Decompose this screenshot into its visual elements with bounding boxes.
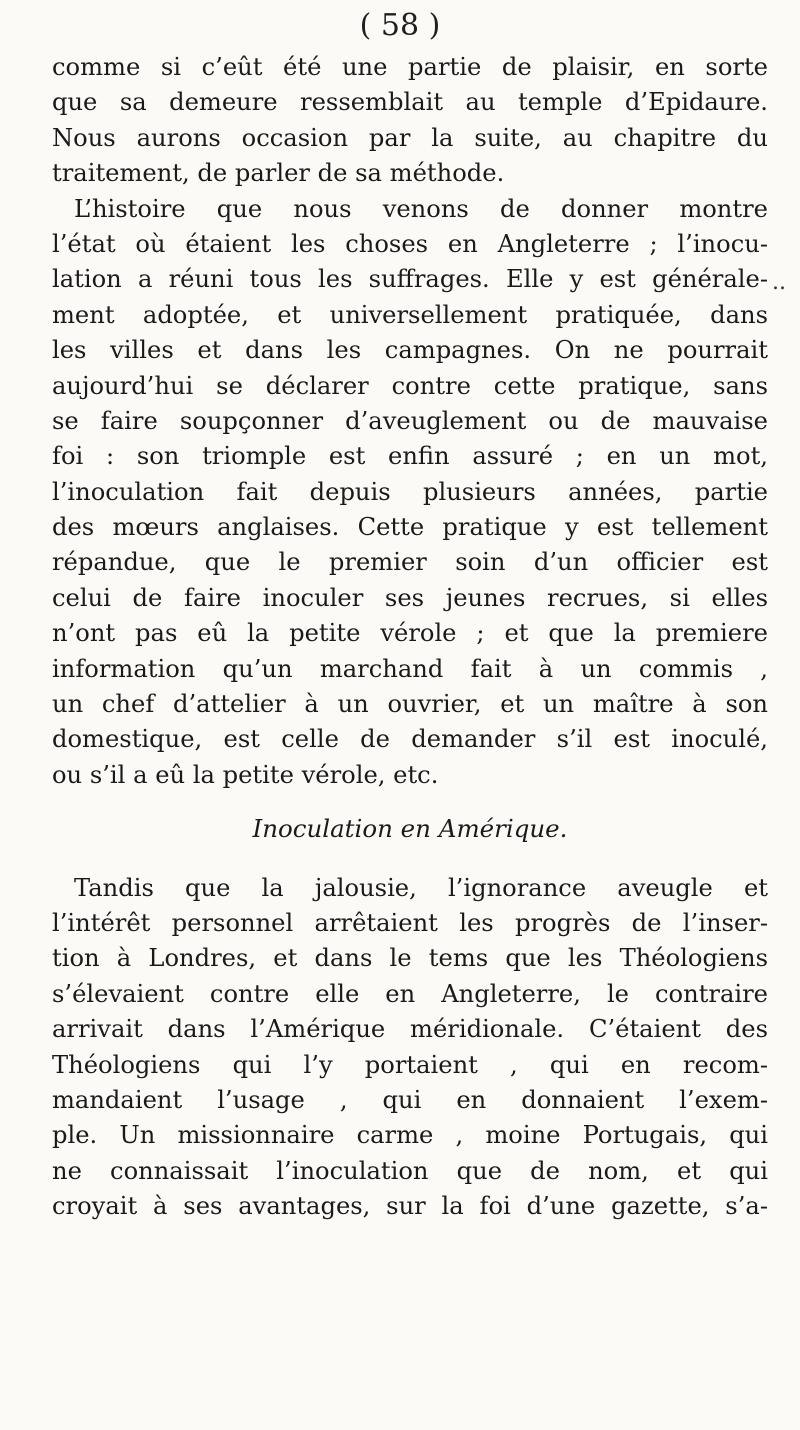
text-line: s’élevaient contre elle en Angleterre, le contraire — [52, 979, 768, 1008]
text-line: un chef d’attelier à un ouvrier, et un maître à son — [52, 690, 768, 719]
text-line: les villes et dans les campagnes. On ne pourrait — [52, 336, 768, 365]
text-line: Tandis que la jalousie, l’ignorance aveugle et — [74, 873, 768, 902]
text-line: l’état où étaient les choses en Angleterre ; l’inocu- — [52, 229, 768, 258]
paragraph-3 — [52, 871, 768, 1225]
text-line: ne connaissait l’inoculation que de nom, et qui — [52, 1156, 768, 1185]
text-line: répandue, que le premier soin d’un officier est — [52, 548, 768, 577]
margin-mark: .. — [772, 270, 786, 295]
text-line: l’inoculation fait depuis plusieurs années, partie — [52, 477, 768, 506]
page-number: ( 58 ) — [359, 8, 441, 43]
text-line: croyait à ses avantages, sur la foi d’une gazette, s’a- — [52, 1192, 768, 1221]
text-line: L’histoire que nous venons de donner montre — [74, 194, 768, 223]
text-line: des mœurs anglaises. Cette pratique y est tellement — [52, 513, 768, 542]
text-line: ou s’il a eû la petite vérole, etc. — [52, 760, 439, 789]
text-line: traitement, de parler de sa méthode. — [52, 159, 505, 188]
text-line: se faire soupçonner d’aveuglement ou de mauvaise — [52, 406, 768, 435]
text-line: arrivait dans l’Amérique méridionale. C’étaient des — [52, 1015, 768, 1044]
text-line: Nous aurons occasion par la suite, au chapitre du — [52, 123, 768, 152]
paragraph-2 — [52, 192, 768, 794]
text-line: n’ont pas eû la petite vérole ; et que la premiere — [52, 619, 768, 648]
text-line: mandaient l’usage , qui en donnaient l’exem- — [52, 1085, 768, 1114]
text-line: tion à Londres, et dans le tems que les Théologiens — [52, 944, 768, 973]
text-line: Théologiens qui l’y portaient , qui en recom- — [52, 1050, 768, 1079]
text-line: que sa demeure ressemblait au temple d’Epidaure. — [52, 88, 768, 117]
text-line: celui de faire inoculer ses jeunes recrues, si elles — [52, 583, 768, 612]
text-line: domestique, est celle de demander s’il est inoculé, — [52, 725, 768, 754]
text-line: l’intérêt personnel arrêtaient les progrès de l’inser- — [52, 908, 768, 937]
text-line: comme si c’eût été une partie de plaisir, en sorte — [52, 53, 768, 81]
paragraph-1 — [52, 50, 768, 192]
text-line: information qu’un marchand fait à un commis , — [52, 654, 768, 683]
text-line: ple. Un missionnaire carme , moine Portugais, qui — [52, 1121, 768, 1150]
section-heading: Inoculation en Amérique. — [252, 814, 568, 844]
text-line: aujourd’hui se déclarer contre cette pratique, sans — [52, 371, 768, 400]
body-text — [52, 50, 768, 1225]
text-line: lation a réuni tous les suffrages. Elle y est générale- — [52, 265, 768, 294]
text-line: foi : son triomple est enfin assuré ; en un mot, — [52, 442, 768, 471]
text-line: ment adoptée, et universellement pratiquée, dans — [52, 300, 768, 329]
